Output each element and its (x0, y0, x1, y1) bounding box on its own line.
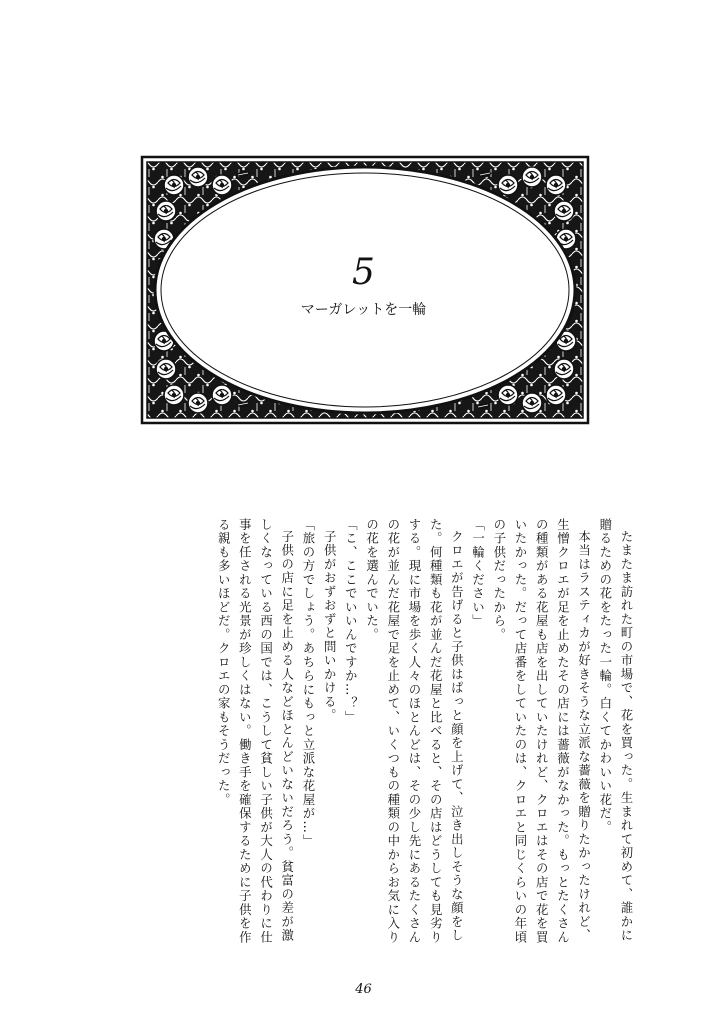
paragraph: 子供がおずおずと問いかける。 (322, 530, 338, 723)
dialogue-line: 「旅の方でしょう。あちらにもっと立派な花屋が…」 (300, 518, 316, 848)
paragraph: たまたま訪れた町の市場で、花を買った。生まれて初めて、誰かに贈るための花をたった一輪。白くてかわいい花だ。 (597, 518, 634, 943)
paragraph: クロエが告げると子供はぱっと顔を上げて、泣き出しそうな顔をした。何種類も花が並んだ花屋と比べると、その店はどうしても見劣りする。現に市場を歩く人々のほとんどは、その少し先にあるたくさんの花が並んだ花屋で足を止めて、いくつもの種類の中からお気に入りの花を選んでいた。 (364, 518, 465, 945)
paragraph: 本当はラスティカが好きそうな立派な薔薇を贈りたかったけれど、生憎クロエが足を止めたその店には薔薇がなかった。もっとたくさんの種類がある花屋も店を出していたけれど、クロエはその店で花を買いたかった。だって店番をしていたのは、クロエと同じくらいの年頃の子供だったから。 (491, 518, 592, 945)
body-text (213, 518, 637, 948)
page-number: 46 (355, 982, 372, 997)
paragraph: 子供の店に足を止める人などほとんどいないだろう。貧富の差が激しくなっている西の国では、こうして貧しい子供が大人の代わりに仕事を任される光景が珍しくはない。働き手を確保するために子供を作る親も多いほどだ。クロエの家もそうだった。 (216, 518, 295, 945)
dialogue-line: 「こ、ここでいいんですか…？」 (343, 518, 359, 725)
chapter-number: 5 (352, 252, 375, 293)
dialogue-line: 「一輪ください」 (470, 518, 486, 628)
chapter-title: マーガレットを一輪 (300, 302, 427, 318)
